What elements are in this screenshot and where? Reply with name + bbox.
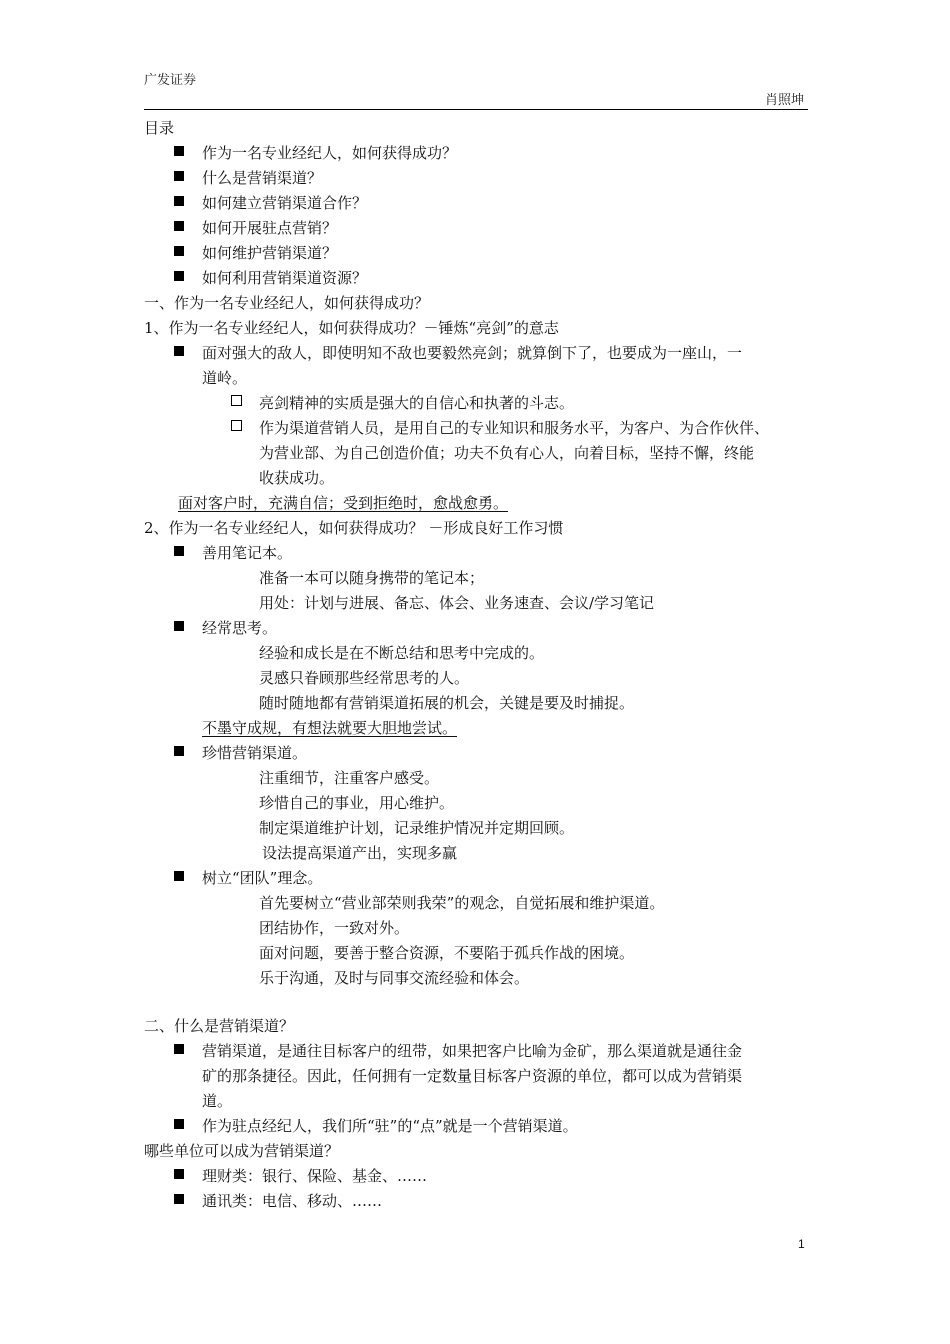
sub1-heading: 1、作为一名专业经纪人，如何获得成功？－锤炼“亮剑”的意志: [144, 319, 559, 337]
bullet-label: 树立“团队”理念。: [202, 869, 323, 887]
indented-text: 经验和成长是在不断总结和思考中完成的。: [259, 644, 545, 662]
indented-text: 设法提高渠道产出，实现多赢: [262, 844, 458, 862]
bullet-text: 面对强大的敌人，即使明知不敌也要毅然亮剑；就算倒下了，也要成为一座山，一: [202, 344, 743, 362]
bullet-text: 道。: [202, 1092, 233, 1110]
bullet-label: 善用笔记本。: [202, 544, 293, 562]
bullet-square-icon: [174, 746, 184, 756]
bullet-square-icon: [174, 1044, 184, 1054]
indented-text: 注重细节，注重客户感受。: [259, 769, 440, 787]
indented-text: 准备一本可以随身携带的笔记本；: [259, 569, 485, 587]
bullet-square-icon: [174, 546, 184, 556]
sub2-heading: 2、作为一名专业经纪人，如何获得成功？ －形成良好工作习惯: [144, 519, 564, 537]
bullet-square-icon: [174, 221, 184, 231]
sub-bullet-text: 作为渠道营销人员，是用自己的专业知识和服务水平，为客户、为合作伙伴、: [259, 419, 770, 437]
hollow-square-icon: [231, 420, 242, 431]
bullet-text: 作为驻点经纪人，我们所“驻”的“点”就是一个营销渠道。: [202, 1117, 578, 1135]
bullet-square-icon: [174, 1194, 184, 1204]
channel-type: 通讯类：电信、移动、……: [202, 1192, 383, 1210]
question-text: 哪些单位可以成为营销渠道？: [144, 1142, 340, 1160]
toc-item: 如何维护营销渠道？: [202, 244, 338, 262]
bullet-square-icon: [174, 621, 184, 631]
toc-item: 什么是营销渠道？: [202, 169, 323, 187]
motto-text: 面对客户时，充满自信；受到拒绝时，愈战愈勇。: [178, 494, 509, 512]
toc-item: 如何开展驻点营销？: [202, 219, 338, 237]
toc-item: 如何建立营销渠道合作？: [202, 194, 368, 212]
motto-text: 不墨守成规，有想法就要大胆地尝试。: [202, 719, 458, 737]
bullet-square-icon: [174, 271, 184, 281]
toc-item: 如何利用营销渠道资源？: [202, 269, 368, 287]
section2-heading: 二、什么是营销渠道？: [144, 1017, 295, 1035]
sub-bullet-text: 为营业部、为自己创造价值；功夫不负有心人，向着目标，坚持不懈，终能: [259, 444, 755, 462]
bullet-text: 矿的那条捷径。因此，任何拥有一定数量目标客户资源的单位，都可以成为营销渠: [202, 1067, 743, 1085]
toc-title: 目录: [144, 119, 175, 137]
header-company: 广发证券: [144, 73, 197, 88]
header-author: 肖照坤: [765, 93, 805, 108]
bullet-text: 道岭。: [202, 369, 248, 387]
bullet-square-icon: [174, 146, 184, 156]
bullet-label: 珍惜营销渠道。: [202, 744, 308, 762]
indented-text: 乐于沟通，及时与同事交流经验和体会。: [259, 969, 530, 987]
indented-text: 珍惜自己的事业，用心维护。: [259, 794, 455, 812]
sub-bullet-text: 收获成功。: [259, 469, 335, 487]
indented-text: 随时随地都有营销渠道拓展的机会，关键是要及时捕捉。: [259, 694, 635, 712]
indented-text: 用处：计划与进展、备忘、体会、业务速查、会议/学习笔记: [259, 594, 655, 612]
bullet-square-icon: [174, 346, 184, 356]
bullet-square-icon: [174, 871, 184, 881]
indented-text: 首先要树立“营业部荣则我荣”的观念，自觉拓展和维护渠道。: [259, 894, 665, 912]
channel-type: 理财类：银行、保险、基金、……: [202, 1167, 428, 1185]
toc-item: 作为一名专业经纪人，如何获得成功？: [202, 144, 458, 162]
bullet-square-icon: [174, 1119, 184, 1129]
sub-bullet-text: 亮剑精神的实质是强大的自信心和执著的斗志。: [259, 394, 575, 412]
indented-text: 团结协作，一致对外。: [259, 919, 410, 937]
bullet-square-icon: [174, 1169, 184, 1179]
hollow-square-icon: [231, 395, 242, 406]
bullet-square-icon: [174, 196, 184, 206]
header-rule: [144, 109, 808, 110]
bullet-square-icon: [174, 171, 184, 181]
bullet-label: 经常思考。: [202, 619, 278, 637]
indented-text: 制定渠道维护计划，记录维护情况并定期回顾。: [259, 819, 575, 837]
bullet-square-icon: [174, 246, 184, 256]
indented-text: 灵感只眷顾那些经常思考的人。: [259, 669, 470, 687]
indented-text: 面对问题，要善于整合资源，不要陷于孤兵作战的困境。: [259, 944, 635, 962]
bullet-text: 营销渠道，是通往目标客户的纽带，如果把客户比喻为金矿，那么渠道就是通往金: [202, 1042, 743, 1060]
section1-heading: 一、作为一名专业经纪人，如何获得成功？: [144, 294, 430, 312]
page-number: 1: [798, 1237, 805, 1251]
